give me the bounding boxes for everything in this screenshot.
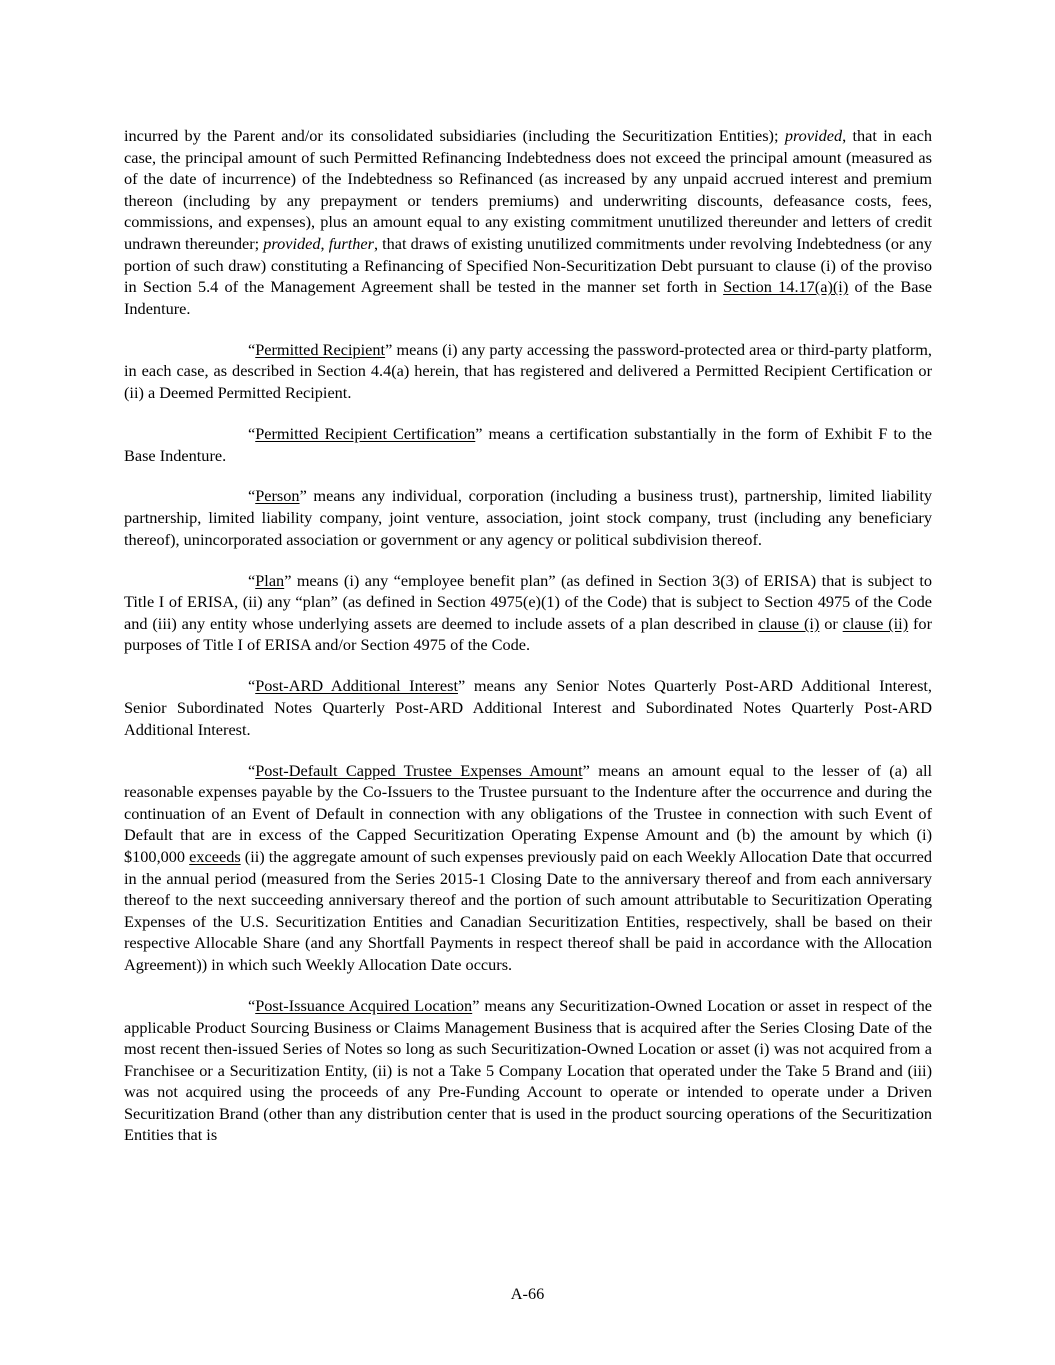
text-run: ” means any Senior Notes Quarterly Post-ARD Additional Interest, Senior Subordinated Notes Quarterly Post-ARD Additional Interest and Subordinated Notes Quarterly Post-ARD Additional Interest. (124, 676, 932, 739)
defined-term: Plan (255, 570, 285, 590)
text-run: “ (248, 423, 256, 443)
paragraph (124, 125, 932, 319)
text-run: ” means any individual, corporation (including a business trust), partnership, limited liability partnership, limited liability company, joint venture, association, joint stock company, trust (including any beneficiary thereof), unincorporated association or government or any agency or political subdivision thereof. (124, 486, 932, 549)
text-run: ” means (i) any “employee benefit plan” (as defined in Section 3(3) of ERISA) that is subject to Title I of ERISA, (ii) any “plan” (as defined in Section 4975(e)(1) of the Code) that is subject to Section 4975 of the Code and (iii) any entity whose underlying assets are deemed to include assets of a plan described in (124, 570, 932, 633)
italic-text: provided (784, 126, 843, 145)
text-run: , (320, 233, 329, 253)
text-run: or (819, 613, 843, 633)
text-run: ” means any Securitization-Owned Location or asset in respect of the applicable Product Sourcing Business or Claims Management Business that is acquired after the Series Closing Date of the most recent then-issued Series of Notes so long as such Securitization-Owned Location or asset (i) was not acquired from a Franchisee or a Securitization Entity, (ii) is not a Take 5 Company Location that operated under the Take 5 Brand and (iii) was not acquired using the proceeds of any Pre-Funding Account to operate or intended to operate under a Driven Securitization Brand (other than any distribution center that is used in the product sourcing operations of the Securitization Entities that is (124, 995, 932, 1145)
text-run: of the Base Indenture. (124, 277, 933, 318)
defined-term: Post-ARD Additional Interest (255, 676, 458, 696)
paragraph (124, 675, 932, 740)
text-run: ” means (i) any party accessing the password-protected area or third-party platform, in each case, as described in Section 4.4(a) herein, that has registered and delivered a Permitted Recipient Certification or (ii) a Deemed Permitted Recipient. (124, 339, 933, 402)
page-number: A-66 (510, 1284, 545, 1303)
defined-term: Permitted Recipient Certification (255, 423, 476, 443)
defined-term: clause (ii) (842, 613, 909, 633)
text-run: , that in each case, the principal amount of such Permitted Refinancing Indebtedness does not exceed the principal amount (measured as of the date of incurrence) of the Indebtedness so Refinanced (as increased by any unpaid accrued interest and premium thereon (including by any prepayment or tenders premiums) and underwriting discounts, defeasance costs, fees, commissions, and expenses), plus an amount equal to any existing commitment unutilized thereunder and letters of credit undrawn thereunder; (124, 126, 932, 253)
text-run: incurred by the Parent and/or its consolidated subsidiaries (including the Securitization Entities); (124, 126, 785, 145)
paragraph (124, 760, 932, 976)
defined-term: clause (i) (758, 613, 820, 633)
paragraph (124, 485, 932, 550)
text-run: “ (248, 995, 256, 1015)
defined-term: Permitted Recipient (255, 339, 386, 359)
text-run: “ (248, 339, 256, 359)
text-run: , that draws of existing unutilized commitments under revolving Indebtedness (or any portion of such draw) constituting a Refinancing of Specified Non-Securitization Debt pursuant to clause (i) of the proviso in Section 5.4 of the Management Agreement shall be tested in the manner set forth in (124, 233, 932, 297)
defined-term: Person (255, 486, 300, 506)
text-run: (ii) the aggregate amount of such expenses previously paid on each Weekly Allocation Date that occurred in the annual period (measured from the Series 2015-1 Closing Date to the anniversary thereof and from each anniversary thereof to the next succeeding anniversary thereof and the portion of such amount attributable to Securitization Operating Expenses of the U.S. Securitization Entities and Canadian Securitization Entities, respectively, shall be based on their respective Allocable Share (and any Shortfall Payments in respect thereof shall be paid in accordance with the Allocation Agreement)) in which such Weekly Allocation Date occurs. (124, 846, 933, 974)
document-body (124, 125, 932, 1165)
paragraph (124, 570, 932, 656)
defined-term: exceeds (189, 846, 241, 866)
paragraph (124, 995, 932, 1146)
defined-term: Post-Issuance Acquired Location (255, 995, 473, 1015)
text-run: “ (248, 570, 256, 590)
text-run: “ (248, 486, 256, 506)
text-run: “ (248, 676, 256, 696)
italic-text: provided (263, 233, 321, 253)
italic-text: further (328, 233, 374, 253)
defined-term: Section 14.17(a)(i) (723, 277, 849, 297)
paragraph (124, 339, 932, 404)
paragraph (124, 423, 932, 466)
defined-term: Post-Default Capped Trustee Expenses Amount (255, 760, 583, 780)
text-run: ” means an amount equal to the lesser of (a) all reasonable expenses payable by the Co-Issuers to the Trustee pursuant to the Indenture after the occurrence and during the continuation of an Event of Default in connection with any obligations of the Trustee in connection with such Event of Default that are in excess of the Capped Securitization Operating Expense Amount and (b) the amount by which (i) $100,000 (124, 760, 932, 866)
text-run: ” means a certification substantially in the form of Exhibit F to the Base Indenture. (124, 423, 932, 465)
text-run: “ (248, 760, 256, 780)
text-run: for purposes of Title I of ERISA and/or Section 4975 of the Code. (124, 613, 932, 655)
